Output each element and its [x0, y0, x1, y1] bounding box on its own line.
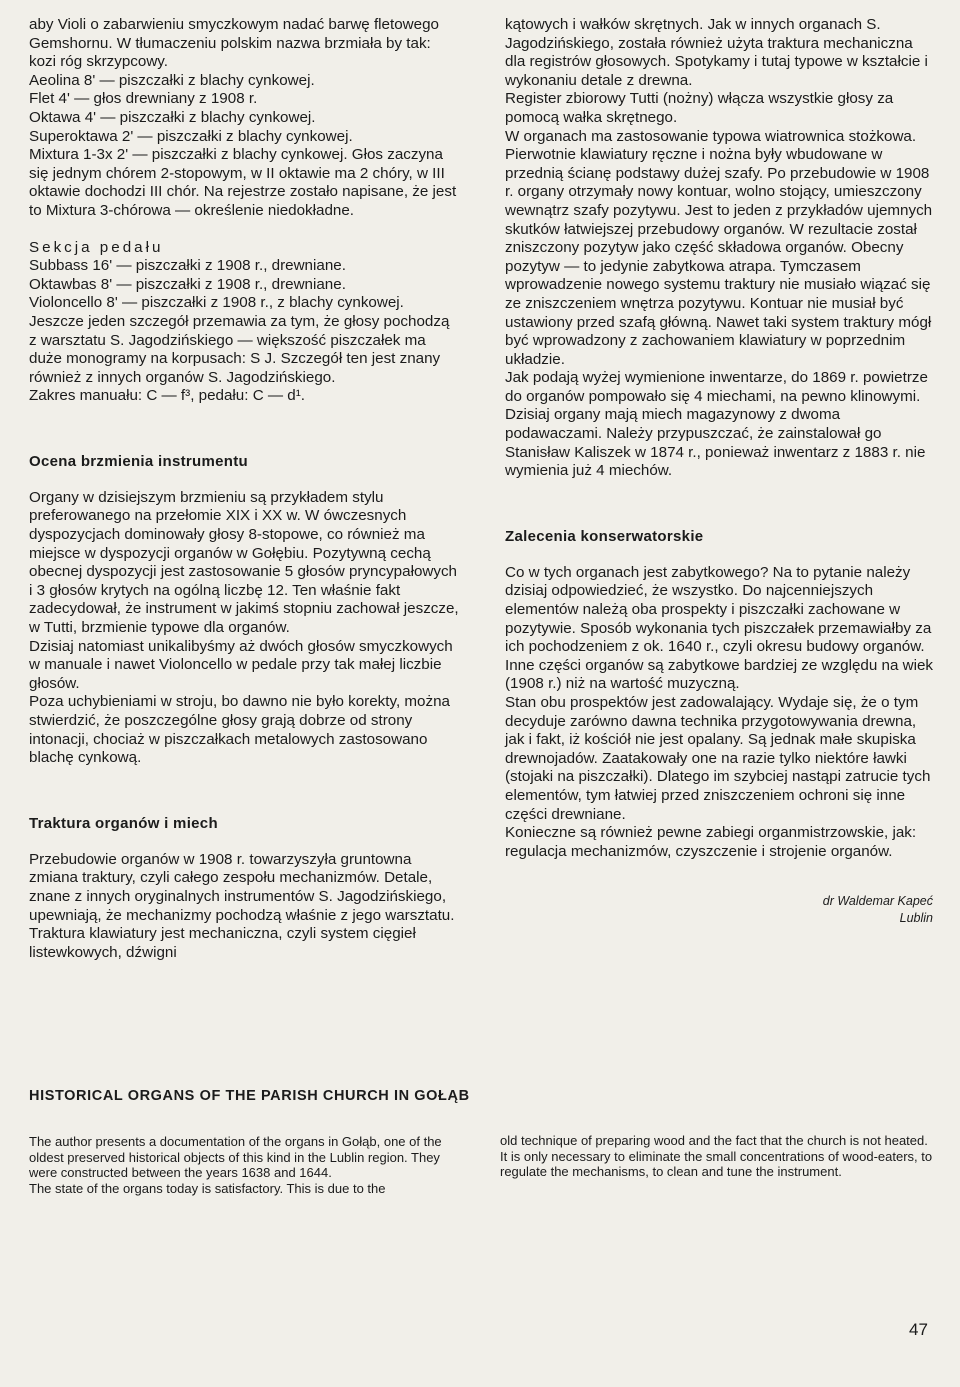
stop-oktawa: Oktawa 4' — piszczałki z blachy cynkowej. — [29, 108, 316, 126]
paragraph-wiatrownica: W organach ma zastosowanie typowa wiatrownica stożkowa. — [505, 127, 917, 145]
stop-flet: Flet 4' — głos drewniany z 1908 r. — [29, 90, 258, 108]
page-number: 47 — [909, 1320, 928, 1339]
summary-left-column — [29, 1134, 461, 1196]
paragraph-zalecenia-2: Stan obu prospektów jest zadowalający. Wydaje się, że o tym decyduje zarówno dawna technika przygotowywania drewna, jak i fakt, iż kościół nie jest opalany. Są jednak małe skupiska drewnojadów. Zaatakowały one na razie tylko niektóre ławki (stojaki na piszczałki). Dlatego im szybciej nastąpi zatrucie tych elementów, tym łatwiej przed zniszczeniem ochroni się inne części drewniane. — [505, 694, 931, 823]
stop-violoncello: Violoncello 8' — piszczałki z 1908 r., z blachy cynkowej. — [29, 294, 404, 312]
paragraph-walki: kątowych i wałków skrętnych. Jak w innych organach S. Jagodzińskiego, została również użyta traktura mechaniczna dla registrów głosowych. Spotykamy i tutaj typowe w kształcie i wykonaniu detale z drewna. — [505, 16, 928, 89]
left-column — [29, 16, 461, 962]
author-name: dr Waldemar Kapeć — [822, 894, 933, 909]
heading-ocena: Ocena brzmienia instrumentu — [29, 452, 248, 470]
stop-subbass: Subbass 16' — piszczałki z 1908 r., drewniane. — [29, 257, 346, 275]
stop-mixtura: Mixtura 1-3x 2' — piszczałki z blachy cynkowej. Głos zaczyna się jednym chórem 2-stopowym, w II oktawie ma 2 chóry, w III oktawie dochodzi III chór. Na rejestrze zostało napisane, że jest to Mixtura 3-chórowa — określenie niedokładne. — [29, 146, 457, 219]
paragraph-klawiatury: Pierwotnie klawiatury ręczne i nożna były wbudowane w przednią ścianę podstawy dużej szafy. Po przebudowie w 1908 r. organy otrzymały nowy kontuar, wolno stojący, umieszczony wewnątrz szafy pozytywu. Jest to jeden z przykładów ujemnych skutków łatwiejszej przebudowy organów. W rezultacie został zniszczony pozytyw jako część składowa organów. Obecny pozytyw — to jedynie zabytkowa atrapa. Tymczasem wprowadzenie nowego systemu traktury nie musiało wiązać się ze zniszczeniem wnętrza pozytywu. Kontuar nie musiał być ustawiony przed szafą główną. Nawet taki system traktury mógł być wprowadzony z zachowaniem klawiatury w poprzednim układzie. — [505, 146, 933, 368]
stop-aeolina: Aeolina 8' — piszczałki z blachy cynkowej. — [29, 71, 315, 89]
right-column — [505, 16, 933, 927]
paragraph-zalecenia-1: Co w tych organach jest zabytkowego? Na to pytanie należy dzisiaj odpowiedzieć, że wszystko. Do najcenniejszych elementów należą oba prospekty i piszczałki zachowane w pozytywie. Sposób wykonania tych piszczałek przemawiałby za ich pochodzeniem z ok. 1640 r., czyli okresu budowy organów. Inne części organów są zabytkowe bardziej ze względu na wiek (1908 r.) niż na wartość muzyczną. — [505, 563, 934, 693]
paragraph-violi: aby Violi o zabarwieniu smyczkowym nadać barwę fletowego Gemshornu. W tłumaczeniu polskim nazwa brzmiała by tak: kozi róg skrzypcowy. — [29, 16, 439, 71]
paragraph-ocena-2: Dzisiaj natomiast unikalibyśmy aż dwóch głosów smyczkowych w manuale i nawet Violoncello w pedale przy tak małej liczbie głosów. — [29, 637, 453, 692]
paragraph-monogramy: Jeszcze jeden szczegół przemawia za tym, że głosy pochodzą z warsztatu S. Jagodzińskiego — większość piszczałek ma duże monogramy na korpusach: S J. Szczegół ten jest znany również z innych organów S. Jagodzińskiego. — [29, 312, 450, 386]
summary-right-column — [500, 1133, 934, 1180]
author-city: Lublin — [899, 911, 933, 926]
manual-range: Zakres manuału: C — f³, pedału: C — d¹. — [29, 387, 306, 405]
paragraph-traktura: Przebudowie organów w 1908 r. towarzyszyła gruntowna zmiana traktury, czyli całego zespołu mechanizmów. Detale, znane z innych oryginalnych instrumentów S. Jagodzińskiego, upewniają, że mechanizmy pochodzą właśnie z jego warsztatu. Traktura klawiatury jest mechaniczna, czyli system cięgieł listewkowych, dźwigni — [29, 850, 455, 961]
summary-paragraph-1: The author presents a documentation of the organs in Gołąb, one of the oldest preserved historical objects of this kind in the Lublin region. They were constructed between the years 1638 and 1644. — [29, 1134, 442, 1181]
paragraph-miechy: Jak podają wyżej wymienione inwentarze, do 1869 r. powietrze do organów pompowało się 4 miechami, na pewno klinowymi. Dzisiaj organy mają miech magazynowy z dwoma podawaczami. Należy przypuszczać, że zainstalował go Stanisław Kaliszek w 1874 r., ponieważ inwentarz z 1883 r. nie wymienia już 4 miechów. — [505, 369, 928, 480]
summary-paragraph-2: The state of the organs today is satisfactory. This is due to the — [29, 1180, 386, 1196]
paragraph-zalecenia-3: Konieczne są również pewne zabiegi organmistrzowskie, jak: regulacja mechanizmów, czyszczenie i strojenie organów. — [505, 824, 917, 860]
pedal-section-heading: Sekcja pedału — [29, 238, 164, 256]
summary-paragraph-3: old technique of preparing wood and the fact that the church is not heated. It is only necessary to eliminate the small concentrations of wood-eaters, to regulate the mechanisms, to clean and tune the instrument. — [500, 1133, 933, 1180]
paragraph-ocena-3: Poza uchybieniami w stroju, bo dawno nie było korekty, można stwierdzić, że poszczególne głosy grają dobrze od strony intonacji, chociaż w piszczałkach metalowych zastosowano blachę cynkową. — [29, 693, 450, 767]
stop-oktawbas: Oktawbas 8' — piszczałki z 1908 r., drewniane. — [29, 275, 346, 293]
heading-traktura: Traktura organów i miech — [29, 814, 218, 832]
summary-title: HISTORICAL ORGANS OF THE PARISH CHURCH IN GOŁĄB — [29, 1088, 470, 1104]
stop-superoktawa: Superoktawa 2' — piszczałki z blachy cynkowej. — [29, 127, 353, 145]
author-signature — [505, 893, 933, 927]
paragraph-tutti: Register zbiorowy Tutti (nożny) włącza wszystkie głosy za pomocą wałka skrętnego. — [505, 90, 894, 126]
heading-zalecenia: Zalecenia konserwatorskie — [505, 527, 704, 545]
paragraph-ocena-1: Organy w dzisiejszym brzmieniu są przykładem stylu preferowanego na przełomie XIX i XX w. W ówczesnych dyspozycjach dominowały głosy 8-stopowe, co również ma miejsce w dyspozycji organów w Gołębiu. Pozytywną cechą obecnej dyspozycji jest zastosowanie 5 głosów pryncypałowych i 3 głosów krytych na ogólną liczbę 12. Ten właśnie fakt zadecydował, że instrument w jakimś stopniu zachował jeszcze, w Tutti, brzmienie typowe dla organów. — [29, 488, 459, 637]
